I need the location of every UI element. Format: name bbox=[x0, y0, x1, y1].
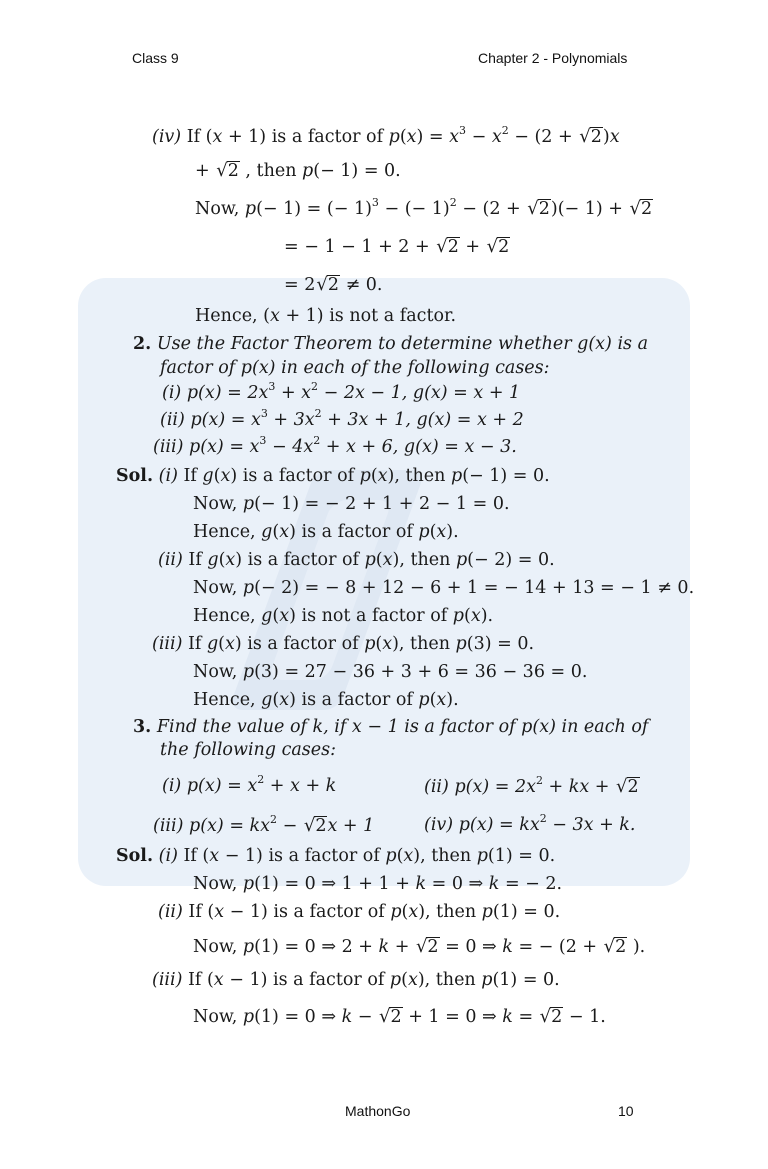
sol2-iii-line2: Now, p(3) = 27 − 36 + 3 + 6 = 36 − 36 = 0. bbox=[193, 662, 588, 682]
question-number: 2. bbox=[133, 334, 152, 354]
sol3-iii-line2: Now, p(1) = 0 ⇒ k − √2 + 1 = 0 ⇒ k = √2 − 1. bbox=[193, 1006, 606, 1027]
q2-part-i: (i) $p(x) = 2x^3 + x^2 - 2x - 1$, g(x) = x + 1 bbox=[162, 380, 521, 403]
q2-part-iii: (iii) $p(x) = x^3 - 4x^2 + x + 6$, g(x) = x − 3. bbox=[153, 434, 517, 457]
sqrt-symbol: √2 bbox=[616, 776, 639, 797]
sol3-ii-line1: (ii) If (x − 1) is a factor of p(x), then p(1) = 0. bbox=[158, 902, 561, 922]
q3-part-iii: (iii) $p(x) = kx^2 - √2x + 1$ bbox=[153, 813, 375, 836]
q2-line1: 2. Use the Factor Theorem to determine whether g(x) is a bbox=[133, 334, 649, 354]
q2-line2: factor of p(x) in each of the following cases: bbox=[160, 358, 550, 378]
q3-part-i: (i) $p(x) = x^2 + x + k$ bbox=[162, 773, 337, 796]
sqrt-symbol: √2 bbox=[629, 198, 653, 219]
q1iv-line1: (iv) If (x + 1) is a factor of $p(x) = x^3 - x^2 - (2 + √2)x$ bbox=[152, 124, 620, 147]
sqrt-symbol: √2 bbox=[316, 274, 339, 295]
q1iv-line6: Hence, (x + 1) is not a factor. bbox=[195, 306, 457, 326]
q2-part-ii: (ii) $p(x) = x^3 + 3x^2 + 3x + 1$, g(x) = x + 2 bbox=[160, 407, 524, 430]
q3-line1: 3. Find the value of k, if x − 1 is a factor of p(x) in each of bbox=[133, 717, 649, 737]
sqrt-symbol: √2 bbox=[303, 815, 327, 836]
sol2-iii-line3: Hence, g(x) is a factor of p(x). bbox=[193, 690, 459, 710]
header-chapter: Chapter 2 - Polynomials bbox=[478, 50, 628, 66]
sqrt-symbol: √2 bbox=[379, 1006, 402, 1027]
q3-line2: the following cases: bbox=[160, 740, 337, 760]
q3-part-ii: (ii) $p(x) = 2x^2$ + kx + √2 bbox=[424, 774, 639, 797]
q1iv-line2: + √2 , then p(− 1) = 0. bbox=[195, 160, 401, 181]
q3-part-iv: (iv) $p(x) = kx^2 - 3x + k$. bbox=[424, 812, 636, 835]
sol3-i-line2: Now, p(1) = 0 ⇒ 1 + 1 + k = 0 ⇒ k = − 2. bbox=[193, 874, 563, 894]
sol3-ii-line2: Now, p(1) = 0 ⇒ 2 + k + √2 = 0 ⇒ k = − (2 + √2 ). bbox=[193, 936, 646, 957]
sqrt-symbol: √2 bbox=[527, 198, 550, 219]
q1iv-line3: Now, p(− 1) = (− 1)$^3$ − (− 1)$^2$ − (2 + √2)(− 1) + √2 bbox=[195, 196, 653, 219]
sqrt-symbol: √2 bbox=[415, 936, 439, 957]
header-class: Class 9 bbox=[132, 50, 179, 66]
sol3-iii-line1: (iii) If (x − 1) is a factor of p(x), then p(1) = 0. bbox=[152, 970, 560, 990]
sqrt-symbol: √2 bbox=[436, 236, 459, 257]
sol2-ii-line2: Now, p(− 2) = − 8 + 12 − 6 + 1 = − 14 + 13 = − 1 ≠ 0. bbox=[193, 578, 695, 598]
sol3-i-line1: Sol. (i) If (x − 1) is a factor of p(x), then p(1) = 0. bbox=[116, 846, 556, 866]
sol2-ii-line3: Hence, g(x) is not a factor of p(x). bbox=[193, 606, 494, 626]
q1iv-line5: = 2√2 ≠ 0. bbox=[284, 274, 383, 295]
sol2-i-line1: Sol. (i) If g(x) is a factor of p(x), then p(− 1) = 0. bbox=[116, 466, 550, 486]
sol2-ii-line1: (ii) If g(x) is a factor of p(x), then p(− 2) = 0. bbox=[158, 550, 555, 570]
sqrt-symbol: √2 bbox=[486, 236, 510, 257]
sol2-iii-line1: (iii) If g(x) is a factor of p(x), then p(3) = 0. bbox=[152, 634, 535, 654]
sol2-i-line2: Now, p(− 1) = − 2 + 1 + 2 − 1 = 0. bbox=[193, 494, 510, 514]
question-number: 3. bbox=[133, 717, 152, 737]
footer-brand: MathonGo bbox=[345, 1103, 411, 1119]
sqrt-symbol: √2 bbox=[579, 126, 602, 147]
footer-page-number: 10 bbox=[618, 1103, 634, 1119]
sol2-i-line3: Hence, g(x) is a factor of p(x). bbox=[193, 522, 459, 542]
sol-label: Sol. bbox=[116, 846, 154, 866]
sqrt-symbol: √2 bbox=[216, 160, 239, 181]
sqrt-symbol: √2 bbox=[539, 1006, 563, 1027]
sqrt-symbol: √2 bbox=[603, 936, 627, 957]
part-label: (iv) bbox=[152, 127, 182, 147]
q1iv-line4: = − 1 − 1 + 2 + √2 + √2 bbox=[284, 236, 510, 257]
sol-label: Sol. bbox=[116, 466, 154, 486]
